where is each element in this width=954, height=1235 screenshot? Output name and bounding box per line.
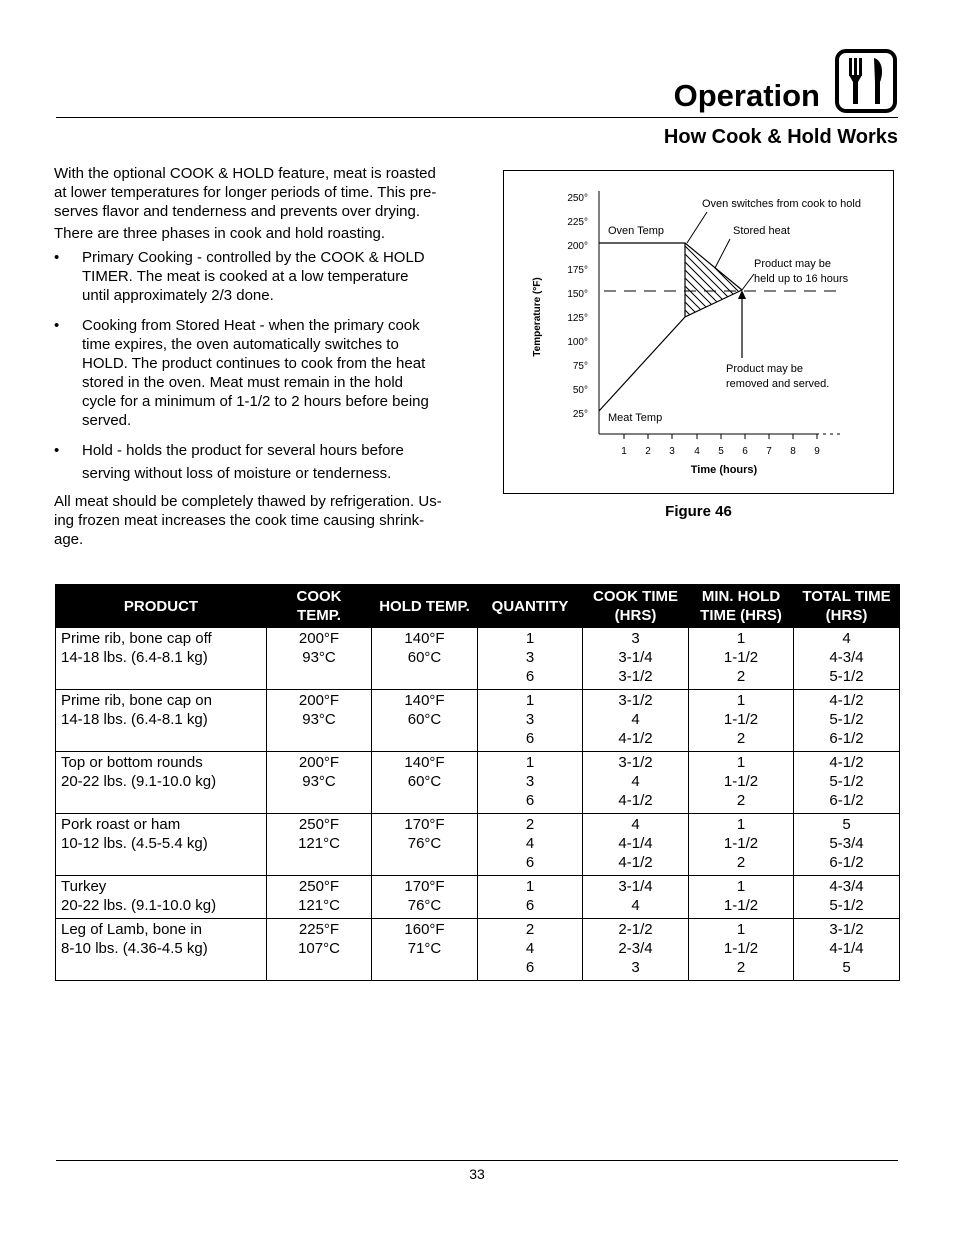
hold-temp-cell: 170°F 76°C <box>372 814 478 876</box>
min-hold-cell: 1 1-1/2 2 <box>689 752 794 814</box>
bullet-symbol: • <box>54 442 60 459</box>
total-time-cell: 3-1/2 4-1/4 5 <box>794 919 900 981</box>
bullet-line: Hold - holds the product for several hours before <box>82 442 404 459</box>
table-row <box>56 690 900 752</box>
y-tick: 225° <box>567 217 588 228</box>
bullet-hold <box>54 439 450 485</box>
product-cell: Turkey 20-22 lbs. (9.1-10.0 kg) <box>56 876 267 919</box>
table-header-row <box>56 585 900 628</box>
oven-temp-line <box>599 243 742 290</box>
page-number: 33 <box>469 1166 485 1182</box>
product-cell: Top or bottom rounds 20-22 lbs. (9.1-10.0 kg) <box>56 752 267 814</box>
cook-temp-cell: 225°F 107°C <box>267 919 372 981</box>
bullet-line: time expires, the oven automatically switches to <box>82 336 399 353</box>
annotation-oven-temp: Oven Temp <box>608 225 665 237</box>
total-time-cell: 4-1/2 5-1/2 6-1/2 <box>794 752 900 814</box>
x-tick: 5 <box>718 446 724 457</box>
total-time-cell: 4-3/4 5-1/2 <box>794 876 900 919</box>
bullet-primary-cooking <box>54 248 450 305</box>
cook-temp-cell: 250°F 121°C <box>267 814 372 876</box>
annotation-removed: removed and served. <box>726 378 830 390</box>
x-tick: 2 <box>645 446 651 457</box>
header-hold-temp: HOLD TEMP. <box>372 585 478 628</box>
quantity-cell: 2 4 6 <box>478 919 583 981</box>
cook-time-cell: 3-1/4 4 <box>583 876 689 919</box>
closing-line: ing frozen meat increases the cook time causing shrink- <box>54 512 425 529</box>
switch-pointer <box>687 212 707 243</box>
header-divider <box>56 117 898 118</box>
y-tick: 25° <box>572 409 588 420</box>
bullet-line: cycle for a minimum of 1-1/2 to 2 hours before being <box>82 393 429 410</box>
phases-line: There are three phases in cook and hold roasting. <box>54 225 386 242</box>
section-title: How Cook & Hold Works <box>663 126 898 148</box>
x-tick: 9 <box>814 446 820 457</box>
header-quantity: QUANTITY <box>478 585 583 628</box>
hold-temp-cell: 140°F 60°C <box>372 752 478 814</box>
x-tick: 1 <box>621 446 627 457</box>
table-row <box>56 876 900 919</box>
annotation-meat-temp: Meat Temp <box>608 412 663 424</box>
y-tick: 125° <box>567 313 588 324</box>
y-tick: 100° <box>567 337 588 348</box>
y-tick: 75° <box>572 361 588 372</box>
product-cell: Prime rib, bone cap on 14-18 lbs. (6.4-8.1 kg) <box>56 690 267 752</box>
header-cook-time: COOK TIME (HRS) <box>583 585 689 628</box>
min-hold-cell: 1 1-1/2 <box>689 876 794 919</box>
x-tick: 6 <box>742 446 748 457</box>
page-title: Operation <box>673 78 820 113</box>
closing-line: age. <box>54 531 84 548</box>
meat-temp-line <box>599 290 742 411</box>
cook-temp-cell: 250°F 121°C <box>267 876 372 919</box>
hold-temp-cell: 140°F 60°C <box>372 628 478 690</box>
min-hold-cell: 1 1-1/2 2 <box>689 628 794 690</box>
bullet-line: until approximately 2/3 done. <box>82 287 274 304</box>
bullet-line: served. <box>82 412 132 429</box>
quantity-cell: 1 3 6 <box>478 628 583 690</box>
bullet-stored-heat <box>54 316 450 430</box>
bullet-line: Primary Cooking - controlled by the COOK & HOLD <box>82 249 425 266</box>
cook-time-cell: 2-1/2 2-3/4 3 <box>583 919 689 981</box>
table-row <box>56 752 900 814</box>
cook-time-cell: 4 4-1/4 4-1/2 <box>583 814 689 876</box>
cook-time-cell: 3 3-1/4 3-1/2 <box>583 628 689 690</box>
bullet-line: serving without loss of moisture or tenderness. <box>82 465 392 482</box>
quantity-cell: 2 4 6 <box>478 814 583 876</box>
intro-line: serves flavor and tenderness and prevents over drying. <box>54 203 421 220</box>
utensils-icon <box>834 48 898 114</box>
x-tick: 7 <box>766 446 772 457</box>
intro-line: With the optional COOK & HOLD feature, meat is roasted <box>54 165 436 182</box>
bullet-line: HOLD. The product continues to cook from the heat <box>82 355 426 372</box>
intro-line: at lower temperatures for longer periods of time. This pre- <box>54 184 437 201</box>
quantity-cell: 1 6 <box>478 876 583 919</box>
bullet-line: Cooking from Stored Heat - when the primary cook <box>82 317 420 334</box>
stored-heat-pointer <box>715 239 730 268</box>
header-min-hold: MIN. HOLD TIME (HRS) <box>689 585 794 628</box>
cook-hold-table <box>55 584 900 981</box>
quantity-cell: 1 3 6 <box>478 752 583 814</box>
hold-temp-cell: 160°F 71°C <box>372 919 478 981</box>
annotation-hold: held up to 16 hours <box>754 273 849 285</box>
annotation-removed: Product may be <box>726 363 804 375</box>
cook-temp-cell: 200°F 93°C <box>267 690 372 752</box>
product-cell: Leg of Lamb, bone in 8-10 lbs. (4.36-4.5 kg) <box>56 919 267 981</box>
total-time-cell: 4-1/2 5-1/2 6-1/2 <box>794 690 900 752</box>
annotation-switch: Oven switches from cook to hold <box>702 198 861 210</box>
y-tick: 175° <box>567 265 588 276</box>
x-axis-label: Time (hours) <box>690 464 758 476</box>
cook-time-cell: 3-1/2 4 4-1/2 <box>583 690 689 752</box>
bullet-symbol: • <box>54 249 60 266</box>
total-time-cell: 4 4-3/4 5-1/2 <box>794 628 900 690</box>
table-row <box>56 628 900 690</box>
hold-pointer <box>742 274 754 290</box>
quantity-cell: 1 3 6 <box>478 690 583 752</box>
bullet-symbol: • <box>54 317 60 334</box>
table-row <box>56 814 900 876</box>
x-tick: 3 <box>669 446 675 457</box>
product-cell: Prime rib, bone cap off 14-18 lbs. (6.4-8.1 kg) <box>56 628 267 690</box>
min-hold-cell: 1 1-1/2 2 <box>689 919 794 981</box>
y-tick: 200° <box>567 241 588 252</box>
annotation-hold: Product may be <box>754 258 832 270</box>
cook-hold-diagram <box>504 171 893 493</box>
table-row <box>56 919 900 981</box>
min-hold-cell: 1 1-1/2 2 <box>689 814 794 876</box>
closing-paragraph <box>54 492 450 549</box>
bullet-line: TIMER. The meat is cooked at a low temperature <box>82 268 409 285</box>
y-axis-label: Temperature (°F) <box>532 277 543 357</box>
header-total-time: TOTAL TIME (HRS) <box>794 585 900 628</box>
product-cell: Pork roast or ham 10-12 lbs. (4.5-5.4 kg) <box>56 814 267 876</box>
cook-temp-cell: 200°F 93°C <box>267 752 372 814</box>
annotation-stored-heat: Stored heat <box>733 225 790 237</box>
y-tick: 150° <box>567 289 588 300</box>
total-time-cell: 5 5-3/4 6-1/2 <box>794 814 900 876</box>
footer-divider <box>56 1160 898 1161</box>
bullet-line: stored in the oven. Meat must remain in the hold <box>82 374 404 391</box>
figure-46 <box>503 170 894 494</box>
cook-time-cell: 3-1/2 4 4-1/2 <box>583 752 689 814</box>
x-tick: 4 <box>694 446 700 457</box>
figure-caption: Figure 46 <box>665 503 732 520</box>
min-hold-cell: 1 1-1/2 2 <box>689 690 794 752</box>
intro-paragraph <box>54 164 450 243</box>
x-tick: 8 <box>790 446 796 457</box>
y-tick: 250° <box>567 193 588 204</box>
cook-temp-cell: 200°F 93°C <box>267 628 372 690</box>
closing-line: All meat should be completely thawed by refrigeration. Us- <box>54 493 442 510</box>
header-cook-temp: COOK TEMP. <box>267 585 372 628</box>
y-tick: 50° <box>572 385 588 396</box>
header-product: PRODUCT <box>56 585 267 628</box>
hold-temp-cell: 170°F 76°C <box>372 876 478 919</box>
hold-temp-cell: 140°F 60°C <box>372 690 478 752</box>
